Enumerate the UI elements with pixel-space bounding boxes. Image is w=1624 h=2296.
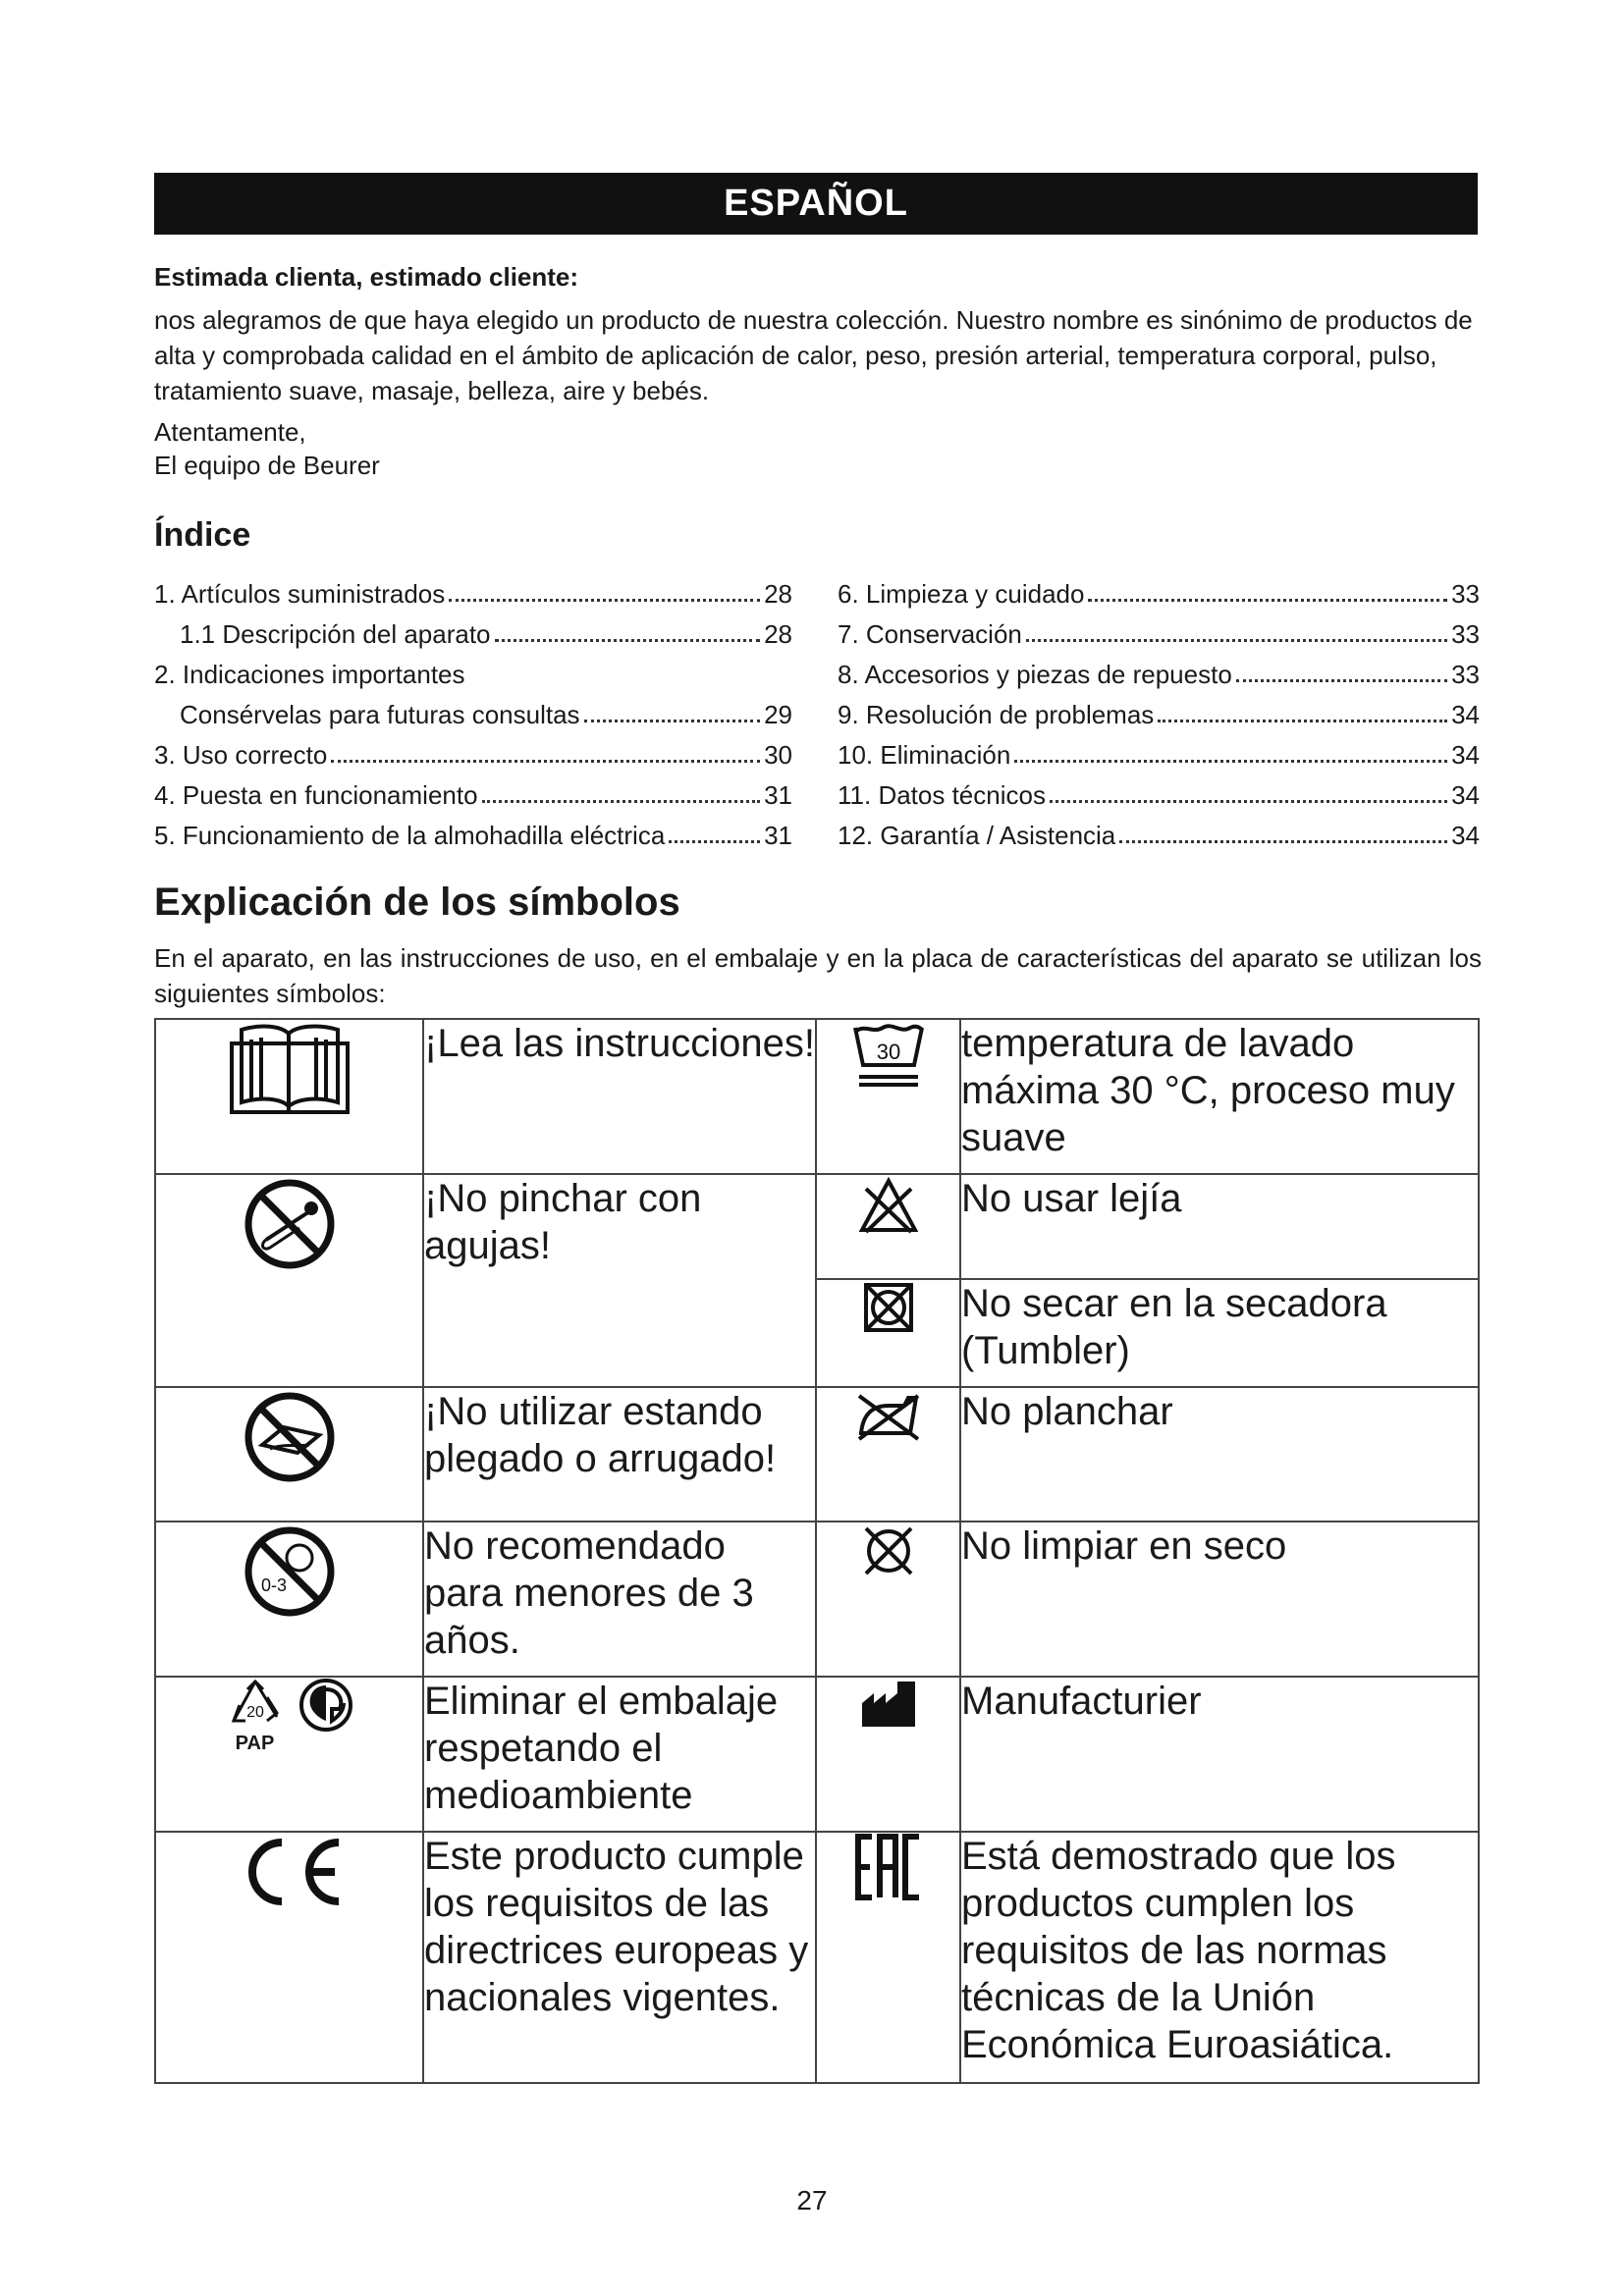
eac-mark-icon bbox=[817, 1833, 959, 1901]
eac-text: Está demostrado que los productos cumplen los requisitos de las normas técnicas de la Unión Económica Euroasiática. bbox=[960, 1832, 1479, 2083]
under-3-text: No recomendado para menores de 3 años. bbox=[423, 1522, 816, 1677]
toc-page: 31 bbox=[764, 780, 792, 810]
toc-label: 10. Eliminación bbox=[838, 740, 1011, 770]
age-label: 0-3 bbox=[260, 1575, 287, 1595]
icon-cell bbox=[816, 1279, 960, 1387]
toc-entry[interactable] bbox=[154, 730, 792, 771]
toc-entry[interactable] bbox=[838, 771, 1480, 811]
icon-cell bbox=[155, 1832, 423, 2083]
toc-entry[interactable] bbox=[154, 811, 792, 851]
toc-entry[interactable] bbox=[838, 610, 1480, 650]
toc-label: 8. Accesorios y piezas de repuesto bbox=[838, 660, 1232, 689]
book-icon bbox=[156, 1020, 422, 1118]
icon-cell bbox=[155, 1522, 423, 1677]
table-row bbox=[155, 1522, 1479, 1677]
pap-label: PAP bbox=[235, 1733, 275, 1754]
toc-label: 6. Limpieza y cuidado bbox=[838, 579, 1085, 609]
toc-entry[interactable] bbox=[838, 650, 1480, 690]
toc-page: 31 bbox=[764, 821, 792, 850]
toc-entry[interactable] bbox=[154, 569, 792, 610]
no-tumble-dry-icon bbox=[817, 1280, 959, 1335]
recycling-pap-icon bbox=[226, 1678, 285, 1755]
no-bleach-icon bbox=[817, 1175, 959, 1236]
toc-page: 33 bbox=[1451, 660, 1480, 689]
toc-page: 28 bbox=[764, 619, 792, 649]
toc-label: 1.1 Descripción del aparato bbox=[180, 619, 491, 649]
toc-label: 11. Datos técnicos bbox=[838, 780, 1046, 810]
ce-mark-label: CE bbox=[289, 1909, 291, 1910]
manufacturer-text: Manufacturier bbox=[960, 1677, 1479, 1832]
page-number: 27 bbox=[796, 2185, 828, 2216]
toc-page: 34 bbox=[1451, 740, 1480, 770]
toc-entry[interactable] bbox=[154, 690, 792, 730]
table-row bbox=[155, 1677, 1479, 1832]
toc-entry[interactable] bbox=[838, 730, 1480, 771]
no-folded-text: ¡No utilizar estando plegado o arrugado! bbox=[423, 1387, 816, 1522]
toc-entry[interactable] bbox=[838, 690, 1480, 730]
no-dry-clean-icon bbox=[817, 1522, 959, 1579]
toc-label: 4. Puesta en funcionamiento bbox=[154, 780, 478, 810]
greeting-closing bbox=[154, 415, 380, 482]
toc-label: 3. Uso correcto bbox=[154, 740, 328, 770]
no-iron-text: No planchar bbox=[960, 1387, 1479, 1522]
read-instructions-text: ¡Lea las instrucciones! bbox=[423, 1019, 816, 1174]
icon-cell bbox=[155, 1677, 423, 1832]
table-row bbox=[155, 1832, 1479, 2083]
toc-label: 7. Conservación bbox=[838, 619, 1022, 649]
symbols-title: Explicación de los símbolos bbox=[154, 881, 680, 924]
toc-page: 34 bbox=[1451, 821, 1480, 850]
ce-text: Este producto cumple los requisitos de las directrices europeas y nacionales vigentes. bbox=[423, 1832, 816, 2083]
eac-mark-label: EAC bbox=[888, 1899, 891, 1900]
icon-cell bbox=[816, 1677, 960, 1832]
symbols-intro: En el aparato, en las instrucciones de uso, en el embalaje y en la placa de características del aparato se utilizan los siguientes símbolos: bbox=[154, 943, 1482, 1008]
toc-label: 12. Garantía / Asistencia bbox=[838, 821, 1116, 850]
pap-number: 20 bbox=[245, 1704, 264, 1721]
toc-label: 1. Artículos suministrados bbox=[154, 579, 446, 609]
symbols-table bbox=[154, 1018, 1480, 2084]
toc-page: 29 bbox=[764, 700, 792, 729]
icon-cell bbox=[155, 1387, 423, 1522]
toc-page: 34 bbox=[1451, 780, 1480, 810]
icon-cell bbox=[155, 1019, 423, 1174]
icon-cell bbox=[816, 1019, 960, 1174]
no-pins-icon bbox=[156, 1175, 422, 1273]
greeting-body: nos alegramos de que haya elegido un producto de nuestra colección. Nuestro nombre es sinónimo de productos de alta y comprobada calidad en el ámbito de aplicación de calor, peso, presión arterial, temperatura corporal, pulso, tratamiento suave, masaje, belleza, aire y bebés. bbox=[154, 305, 1473, 405]
toc-page: 33 bbox=[1451, 579, 1480, 609]
icon-cell bbox=[816, 1174, 960, 1279]
wash-30-icon bbox=[817, 1020, 959, 1091]
ce-mark-icon bbox=[156, 1833, 422, 1911]
toc-label: 9. Resolución de problemas bbox=[838, 700, 1155, 729]
table-row bbox=[155, 1174, 1479, 1279]
closing-line: Atentamente, bbox=[154, 417, 306, 447]
wash-temp-label: 30 bbox=[876, 1040, 900, 1064]
language-banner: ESPAÑOL bbox=[154, 173, 1478, 235]
toc-entry[interactable] bbox=[838, 811, 1480, 851]
toc-entry[interactable] bbox=[154, 610, 792, 650]
signature-line: El equipo de Beurer bbox=[154, 451, 380, 480]
table-row bbox=[155, 1387, 1479, 1522]
no-folded-icon bbox=[156, 1388, 422, 1486]
eco-disposal-text: Eliminar el embalaje respetando el medioambiente bbox=[423, 1677, 816, 1832]
toc-title: Índice bbox=[154, 516, 251, 554]
toc-entry[interactable] bbox=[838, 569, 1480, 610]
greeting-salutation: Estimada clienta, estimado cliente: bbox=[154, 262, 579, 292]
toc-right-column bbox=[838, 569, 1480, 851]
green-dot-icon bbox=[298, 1678, 353, 1733]
toc-label: Consérvelas para futuras consultas bbox=[180, 700, 580, 729]
toc-label: 5. Funcionamiento de la almohadilla eléctrica bbox=[154, 821, 666, 850]
icon-cell bbox=[816, 1832, 960, 2083]
icon-cell bbox=[155, 1174, 423, 1387]
icon-cell bbox=[816, 1522, 960, 1677]
toc-page: 33 bbox=[1451, 619, 1480, 649]
no-tumble-dry-text: No secar en la secadora (Tumbler) bbox=[960, 1279, 1479, 1387]
no-under-3-icon bbox=[156, 1522, 422, 1621]
toc-page: 30 bbox=[764, 740, 792, 770]
no-dry-clean-text: No limpiar en seco bbox=[960, 1522, 1479, 1677]
wash-30-text: temperatura de lavado máxima 30 °C, proceso muy suave bbox=[960, 1019, 1479, 1174]
toc-entry[interactable] bbox=[154, 650, 792, 690]
no-bleach-text: No usar lejía bbox=[960, 1174, 1479, 1279]
table-row bbox=[155, 1019, 1479, 1174]
manufacturer-icon bbox=[817, 1678, 959, 1729]
toc-page: 28 bbox=[764, 579, 792, 609]
no-pins-text: ¡No pinchar con agujas! bbox=[423, 1174, 816, 1387]
toc-label: 2. Indicaciones importantes bbox=[154, 660, 465, 689]
toc-page: 34 bbox=[1451, 700, 1480, 729]
icon-cell bbox=[816, 1387, 960, 1522]
toc-left-column bbox=[154, 569, 792, 851]
toc-entry[interactable] bbox=[154, 771, 792, 811]
no-iron-icon bbox=[817, 1388, 959, 1443]
